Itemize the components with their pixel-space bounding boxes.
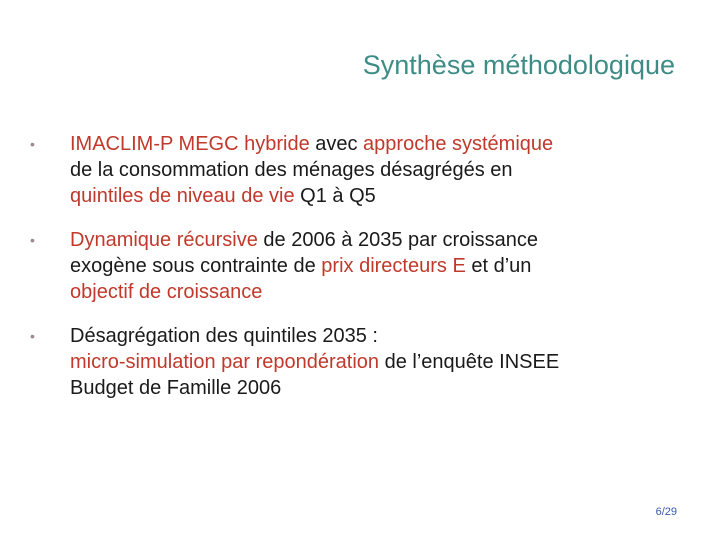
bullet-line (70, 349, 690, 375)
bullet-dot-icon: • (30, 328, 35, 344)
bullet-line (70, 183, 690, 209)
page-number: 6/29 (655, 506, 677, 518)
text-segment: Désagrégation des quintiles 2035 : (70, 325, 378, 347)
slide-title: Synthèse méthodologique (362, 50, 675, 80)
text-segment: de l’enquête INSEE (379, 351, 560, 373)
text-segment: Budget de Famille 2006 (70, 377, 282, 399)
text-segment: approche systémique (363, 133, 554, 155)
bullet-line (70, 253, 690, 279)
bullet-list (30, 131, 690, 419)
text-segment: objectif de croissance (70, 281, 263, 303)
bullet-dot-icon: • (30, 136, 35, 152)
bullet-item (30, 131, 690, 209)
bullet-line (70, 323, 690, 349)
text-segment: Q1 à Q5 (294, 185, 376, 207)
bullet-line (70, 131, 690, 157)
text-segment: avec (309, 133, 364, 155)
text-segment: exogène sous contrainte de (70, 255, 322, 277)
bullet-line (70, 157, 690, 183)
bullet-line (70, 279, 690, 305)
bullet-line (70, 227, 690, 253)
bullet-dot-icon: • (30, 232, 35, 248)
text-segment: Dynamique récursive (70, 229, 258, 251)
text-segment: micro-simulation par repondération (70, 351, 380, 373)
text-segment: de 2006 à 2035 par croissance (257, 229, 539, 251)
bullet-item (30, 227, 690, 305)
text-segment: IMACLIM-P MEGC hybride (70, 133, 310, 155)
text-segment: quintiles de niveau de vie (70, 185, 295, 207)
text-segment: et d’un (465, 255, 532, 277)
text-segment: de la consommation des ménages désagrégés en (70, 159, 513, 181)
bullet-item (30, 323, 690, 401)
bullet-line (70, 375, 690, 401)
text-segment: prix directeurs E (321, 255, 466, 277)
